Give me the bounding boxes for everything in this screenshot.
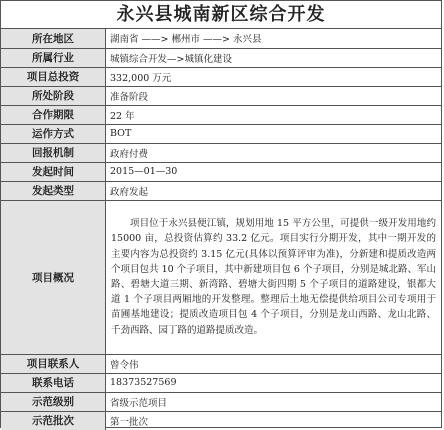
row-label: 运作方式 [1,124,106,143]
row-value: 22 年 [106,105,442,124]
row-label: 示范级别 [1,392,106,411]
row-value: 第一批次 [106,411,442,430]
row-label: 所在地区 [1,29,106,48]
table-row [1,48,441,67]
table-row [1,354,441,373]
overview-row [1,200,441,354]
row-label: 合作期限 [1,105,106,124]
row-value: 政府发起 [106,181,442,200]
row-label: 回报机制 [1,143,106,162]
table-row [1,124,441,143]
row-label: 项目总投资 [1,67,106,86]
row-value: 332,000 万元 [106,67,442,86]
table-row [1,143,441,162]
row-label: 项目联系人 [1,354,106,373]
row-label: 示范批次 [1,411,106,430]
table-row [1,105,441,124]
row-label: 发起时间 [1,162,106,181]
row-value: 曾令伟 [106,354,442,373]
row-value: 18373527569 [106,373,442,392]
table-row [1,162,441,181]
row-value: 准备阶段 [106,86,442,105]
overview-cell [106,200,442,354]
row-value: 政府付费 [106,143,442,162]
row-value: 2015—01—30 [106,162,442,181]
project-info-table [1,29,441,430]
row-label: 联系电话 [1,373,106,392]
table-row [1,29,441,48]
row-label: 发起类型 [1,181,106,200]
table-row [1,181,441,200]
row-value: BOT [106,124,442,143]
table-row [1,86,441,105]
table-row [1,392,441,411]
table-row [1,411,441,430]
row-label: 所处阶段 [1,86,106,105]
overview-text: 项目位于永兴县便江镇，规划用地 15 平方公里，可提供一级开发用地约 15000 亩，总投资估算约 33.2 亿元。项目实行分期开发，其中一期开发的主要内容为总投资约 3.15 亿元(具体以预算评审为准)，分新建和提质改造两个项目包共 10 个子项目，其中新建项目包 6 个子项目，分别是城北路、军山路、碧塘大道三期、新湾路、碧塘大街四期 5 个子项目的道路建设，银都大道 1 个子项目两厢地的开发整理。整理后土地无偿提供给项目公司专项用于苗圃基地建设；提质改造项目包 4 个子项目，分别是龙山西路、龙山北路、千劲西路、园丁路的道路提质改造。 [111,218,436,336]
row-value: 湖南省 ——> 郴州市 ——> 永兴县 [106,29,442,48]
table-row [1,67,441,86]
row-label: 所属行业 [1,48,106,67]
row-value: 省级示范项目 [106,392,442,411]
row-value: 城镇综合开发—>城镇化建设 [106,48,442,67]
page-title: 永兴县城南新区综合开发 [1,1,441,29]
table-row [1,373,441,392]
overview-label: 项目概况 [1,200,106,354]
